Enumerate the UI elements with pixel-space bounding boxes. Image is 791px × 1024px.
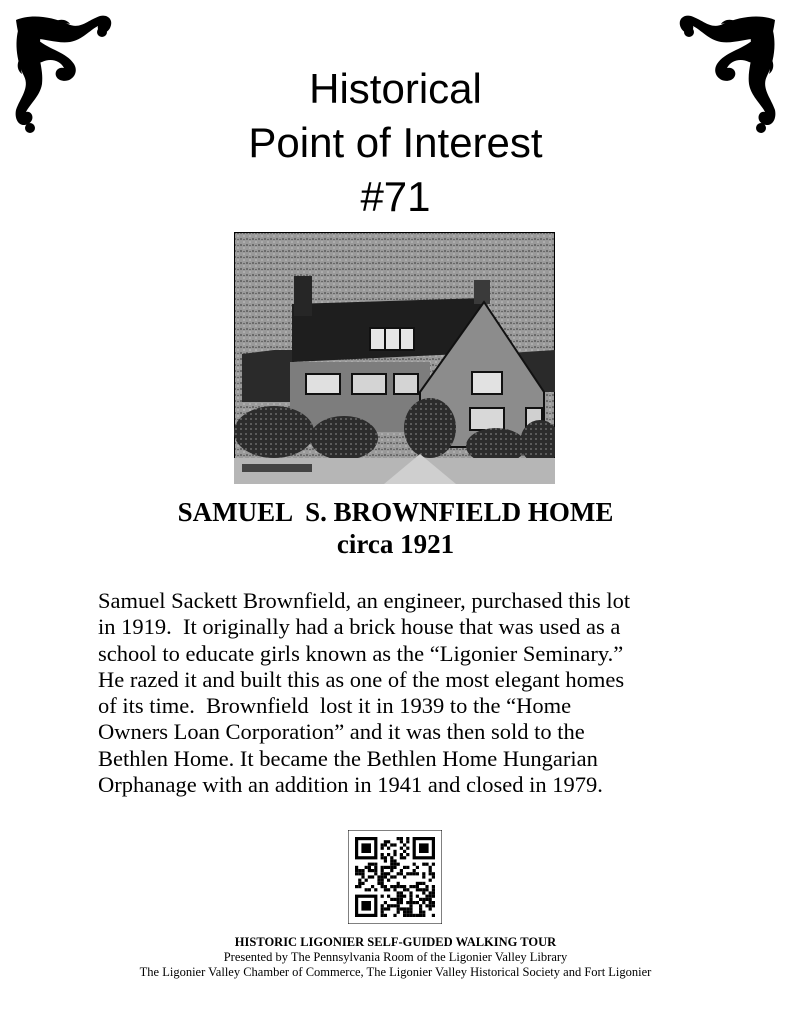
description-line: of its time. Brownfield lost it in 1939 to the “Home [98, 693, 572, 719]
description-line: He razed it and built this as one of the most elegant homes [98, 666, 625, 692]
description-line: school to educate girls known as the “Ligonier Seminary.” [98, 640, 624, 666]
description-line: in 1919. It originally had a brick house that was used as a [98, 614, 621, 640]
poster-title [0, 62, 791, 224]
qr-code-icon[interactable] [348, 830, 442, 924]
description-line: Bethlen Home. It became the Bethlen Home Hungarian [98, 745, 598, 771]
house-photo [234, 232, 555, 484]
home-heading [0, 496, 791, 560]
description-paragraph [98, 588, 698, 798]
home-name: SAMUEL S. BROWNFIELD HOME [177, 497, 614, 527]
title-line-number: #71 [360, 173, 431, 220]
description-line: Orphanage with an addition in 1941 and closed in 1979. [98, 772, 603, 798]
footer [0, 935, 791, 980]
footer-presented-by: Presented by The Pennsylvania Room of the Ligonier Valley Library [223, 950, 568, 964]
home-date: circa 1921 [336, 529, 455, 559]
footer-tour-title: HISTORIC LIGONIER SELF-GUIDED WALKING TOUR [234, 935, 557, 949]
title-line-historical: Historical [309, 65, 482, 112]
footer-partners: The Ligonier Valley Chamber of Commerce, The Ligonier Valley Historical Society and Fort Ligonier [139, 965, 652, 979]
description-line: Samuel Sackett Brownfield, an engineer, purchased this lot [98, 588, 631, 613]
description-line: Owners Loan Corporation” and it was then sold to the [98, 719, 585, 745]
title-line-point-of-interest: Point of Interest [248, 119, 543, 166]
